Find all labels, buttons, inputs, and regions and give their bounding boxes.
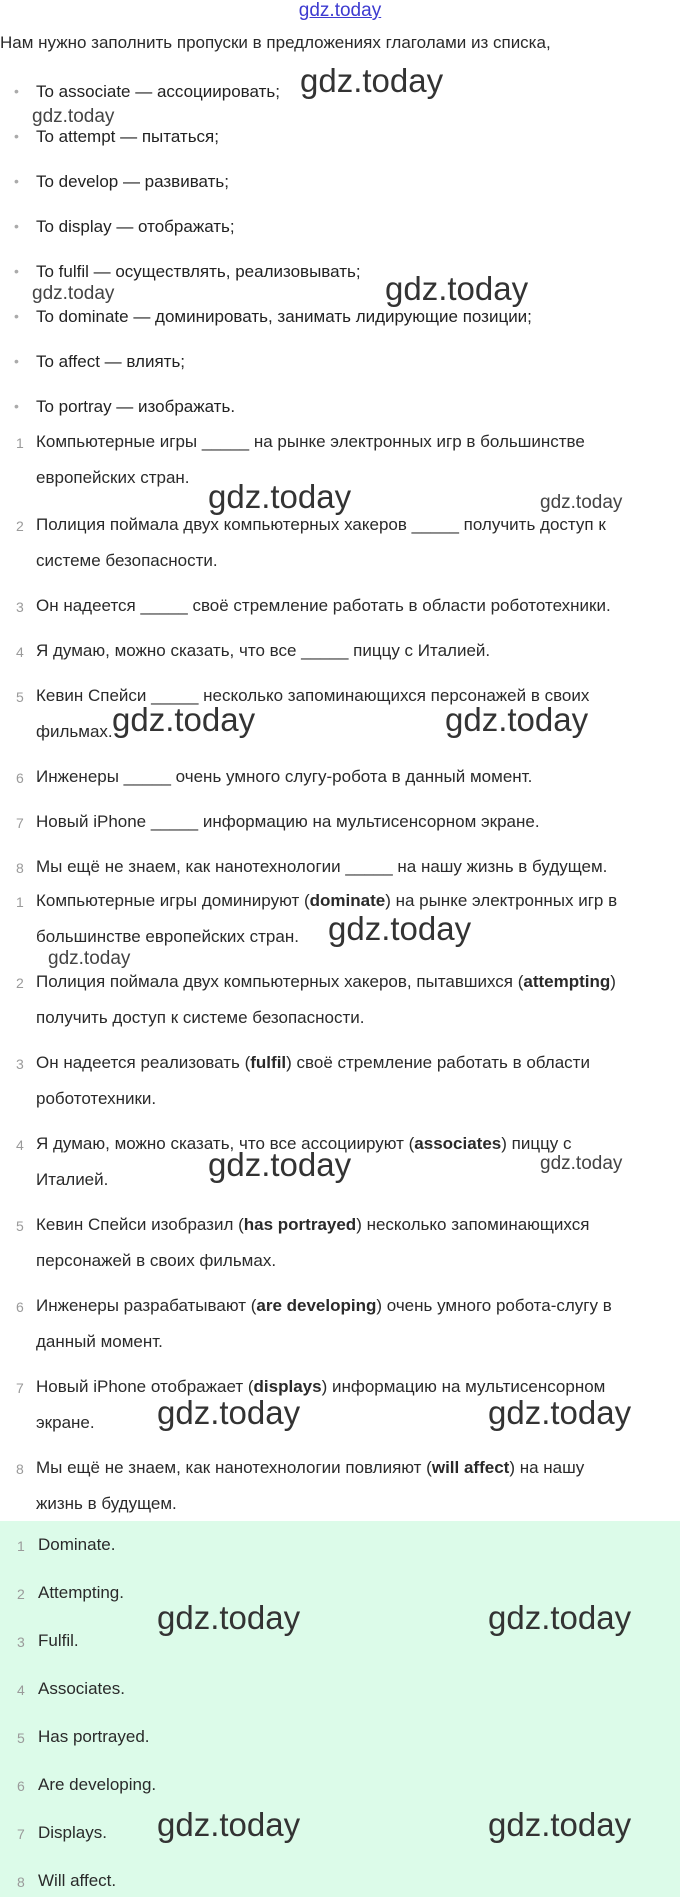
item-number: 4: [17, 1682, 25, 1698]
item-number: 6: [16, 1299, 24, 1315]
item-number: 5: [17, 1730, 25, 1746]
watermark: gdz.today: [157, 1599, 301, 1636]
translation-line: Полиция поймала двух компьютерных хакеров, пытавшихся (attempting): [36, 972, 616, 991]
item-number: 1: [16, 894, 24, 910]
site-link[interactable]: gdz.today: [298, 0, 382, 21]
translation-line: Италией.: [36, 1170, 109, 1189]
watermark: gdz.today: [540, 1153, 623, 1174]
answer-item: Dominate.: [38, 1535, 116, 1554]
translation-line: данный момент.: [36, 1332, 163, 1351]
answer-verb: are developing: [256, 1296, 377, 1315]
watermark: gdz.today: [32, 283, 115, 304]
exercise-line: Новый iPhone _____ информацию на мультисенсорном экране.: [36, 812, 540, 831]
watermark: gdz.today: [488, 1806, 632, 1843]
item-number: 3: [17, 1634, 25, 1650]
item-number: 4: [16, 644, 24, 660]
item-number: 1: [16, 435, 24, 451]
translation-line: Он надеется реализовать (fulfil) своё стремление работать в области: [36, 1053, 590, 1072]
item-number: 5: [16, 1218, 24, 1234]
answer-item: Are developing.: [38, 1775, 157, 1794]
translation-line: экране.: [36, 1413, 95, 1432]
watermark: gdz.today: [328, 910, 472, 947]
exercise-line: Компьютерные игры _____ на рынке электронных игр в большинстве: [36, 432, 585, 451]
translation-line: Компьютерные игры доминируют (dominate) на рынке электронных игр в: [36, 891, 618, 910]
translation-line: большинстве европейских стран.: [36, 927, 299, 946]
vocab-item: • To develop — развивать;: [18, 172, 229, 192]
vocab-item: • To dominate — доминировать, занимать лидирующие позиции;: [18, 307, 532, 327]
exercise-line: европейских стран.: [36, 468, 190, 487]
watermark: gdz.today: [208, 478, 352, 515]
item-number: 4: [16, 1137, 24, 1153]
answer-verb: will affect: [431, 1458, 510, 1477]
intro-text: Нам нужно заполнить пропуски в предложениях глаголами из списка,: [0, 33, 551, 52]
item-number: 8: [16, 1461, 24, 1477]
watermark: gdz.today: [32, 106, 115, 127]
answer-item: Will affect.: [38, 1871, 117, 1890]
item-number: 2: [16, 975, 24, 991]
exercise-line: Он надеется _____ своё стремление работать в области робототехники.: [36, 596, 611, 615]
translation-line: персонажей в своих фильмах.: [36, 1251, 277, 1270]
answer-item: Fulfil.: [38, 1631, 79, 1650]
item-number: 3: [16, 599, 24, 615]
watermark: gdz.today: [445, 701, 589, 738]
watermark: gdz.today: [488, 1599, 632, 1636]
translation-line: жизнь в будущем.: [36, 1494, 177, 1513]
translation-line: получить доступ к системе безопасности.: [36, 1008, 365, 1027]
watermark: gdz.today: [48, 948, 131, 969]
vocab-item: • To associate — ассоциировать;: [18, 82, 280, 102]
watermark: gdz.today: [157, 1806, 301, 1843]
vocab-item: • To portray — изображать.: [18, 397, 235, 417]
translation-line: робототехники.: [36, 1089, 157, 1108]
answer-verb: fulfil: [250, 1053, 287, 1072]
answer-item: Attempting.: [38, 1583, 124, 1602]
vocab-item: • To fulfil — осуществлять, реализовывать;: [18, 262, 361, 282]
exercise-line: Полиция поймала двух компьютерных хакеров _____ получить доступ к: [36, 515, 606, 534]
exercise-line: фильмах.: [36, 722, 113, 741]
item-number: 6: [17, 1778, 25, 1794]
answer-item: Has portrayed.: [38, 1727, 150, 1746]
item-number: 2: [16, 518, 24, 534]
item-number: 5: [16, 689, 24, 705]
exercise-line: Мы ещё не знаем, как нанотехнологии _____ на нашу жизнь в будущем.: [36, 857, 608, 876]
vocab-item: • To display — отображать;: [18, 217, 235, 237]
watermark: gdz.today: [385, 270, 529, 307]
item-number: 8: [16, 860, 24, 876]
item-number: 3: [16, 1056, 24, 1072]
translation-line: Инженеры разрабатывают (are developing) очень умного робота-слугу в: [36, 1296, 612, 1315]
watermark: gdz.today: [208, 1146, 352, 1183]
item-number: 6: [16, 770, 24, 786]
translation-line: Мы ещё не знаем, как нанотехнологии повлияют (will affect) на нашу: [36, 1458, 585, 1477]
exercise-line: Я думаю, можно сказать, что все _____ пиццу с Италией.: [36, 641, 491, 660]
watermark: gdz.today: [540, 492, 623, 513]
watermark: gdz.today: [300, 62, 444, 99]
answer-verb: displays: [253, 1377, 322, 1396]
item-number: 8: [17, 1874, 25, 1890]
translation-line: Я думаю, можно сказать, что все ассоциируют (associates) пиццу с: [36, 1134, 572, 1153]
watermark: gdz.today: [488, 1394, 632, 1431]
answer-verb: associates: [414, 1134, 502, 1153]
vocab-item: • To affect — влиять;: [18, 352, 185, 372]
vocab-item: • To attempt — пытаться;: [18, 127, 219, 147]
item-number: 7: [16, 1380, 24, 1396]
exercise-line: системе безопасности.: [36, 551, 218, 570]
exercise-line: Инженеры _____ очень умного слугу-робота в данный момент.: [36, 767, 533, 786]
watermark: gdz.today: [157, 1394, 301, 1431]
answer-verb: attempting: [523, 972, 611, 991]
answer-verb: has portrayed: [243, 1215, 357, 1234]
translation-line: Кевин Спейси изобразил (has portrayed) несколько запоминающихся: [36, 1215, 590, 1234]
item-number: 7: [16, 815, 24, 831]
answer-item: Associates.: [38, 1679, 125, 1698]
exercise-line: Кевин Спейси _____ несколько запоминающихся персонажей в своих: [36, 686, 590, 705]
answer-verb: dominate: [309, 891, 386, 910]
item-number: 2: [17, 1586, 25, 1602]
item-number: 7: [17, 1826, 25, 1842]
watermark: gdz.today: [112, 701, 256, 738]
translation-line: Новый iPhone отображает (displays) информацию на мультисенсорном: [36, 1377, 606, 1396]
item-number: 1: [17, 1538, 25, 1554]
answer-item: Displays.: [38, 1823, 107, 1842]
